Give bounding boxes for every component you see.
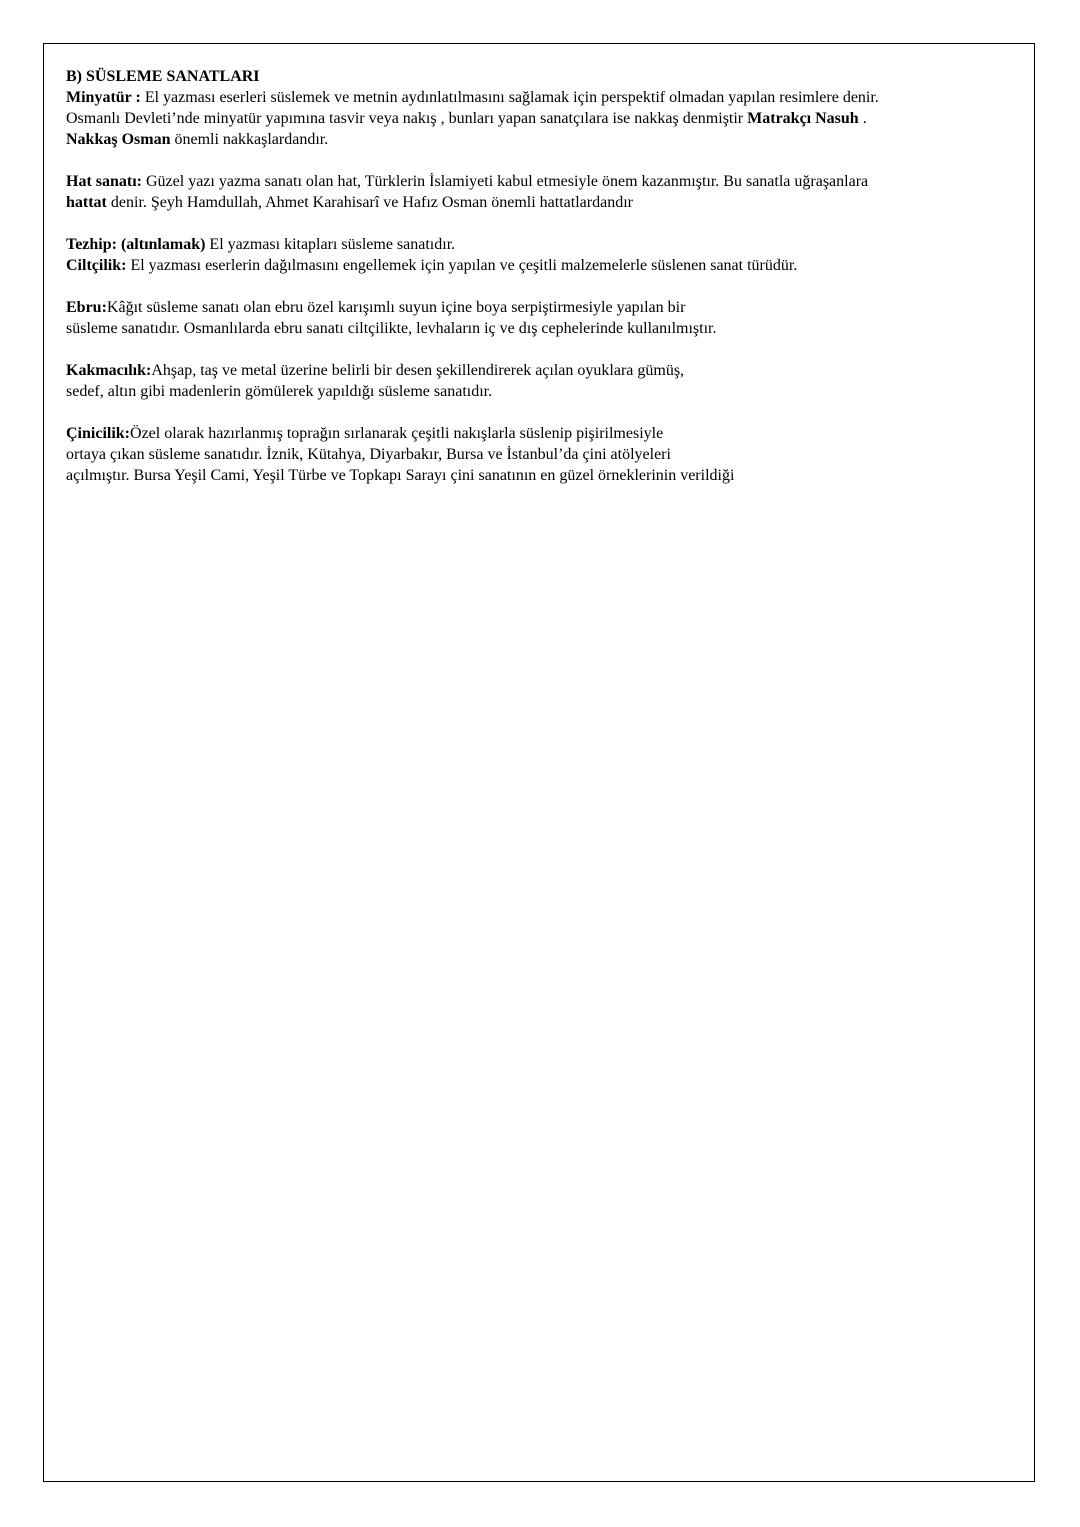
document-body (66, 66, 1016, 486)
term-cinicilik: Çinicilik: (66, 425, 131, 442)
term-kakmacilik: Kakmacılık: (66, 362, 152, 379)
term-tezhip: Tezhip: (altınlamak) (66, 236, 206, 253)
paragraph-tezhip: Tezhip: (altınlamak) El yazması kitapları süsleme sanatıdır. (66, 236, 456, 253)
paragraph-hat: Hat sanatı: Güzel yazı yazma sanatı olan hat, Türklerin İslamiyeti kabul etmesiyle önem kazanmıştır. Bu sanatla uğraşanlara hattat denir. Şeyh Hamdullah, Ahmet Karahisarî ve Hafız Osman önemli hattatlardandır (66, 173, 869, 211)
name-matrakci-nasuh: Matrakçı Nasuh (747, 110, 859, 127)
term-hattat: hattat (66, 194, 107, 211)
term-minyatur: Minyatür : (66, 89, 141, 106)
term-hat-sanati: Hat sanatı: (66, 173, 142, 190)
paragraph-ebru: Ebru:Kâğıt süsleme sanatı olan ebru özel karışımlı suyun içine boya serpiştirmesiyle yapılan bir süsleme sanatıdır. Osmanlılarda ebru sanatı ciltçilikte, levhaların iç ve dış cephelerinde kullanılmıştır. (66, 299, 717, 337)
paragraph-kakmacilik: Kakmacılık:Ahşap, taş ve metal üzerine belirli bir desen şekillendirerek açılan oyuklara gümüş, sedef, altın gibi madenlerin gömülerek yapıldığı süsleme sanatıdır. (66, 362, 685, 400)
term-ciltcilik: Ciltçilik: (66, 257, 127, 274)
term-ebru: Ebru: (66, 299, 107, 316)
paragraph-minyatur: Minyatür : El yazması eserleri süslemek ve metnin aydınlatılmasını sağlamak için perspektif olmadan yapılan resimlere denir. Osmanlı Devleti’nde minyatür yapımına tasvir veya nakış , bunları yapan sanatçılara ise nakkaş denmiştir Matrakçı Nasuh . Nakkaş Osman önemli nakkaşlardandır. (66, 89, 879, 148)
name-nakkas-osman: Nakkaş Osman (66, 131, 171, 148)
section-heading: B) SÜSLEME SANATLARI (66, 68, 260, 85)
paragraph-cinicilik: Çinicilik:Özel olarak hazırlanmış toprağın sırlanarak çeşitli nakışlarla süslenip pişirilmesiyle ortaya çıkan süsleme sanatıdır. İznik, Kütahya, Diyarbakır, Bursa ve İstanbul’da çini atölyeleri açılmıştır. Bursa Yeşil Cami, Yeşil Türbe ve Topkapı Sarayı çini sanatının en güzel örneklerinin verildiği (66, 425, 735, 484)
paragraph-ciltcilik: Ciltçilik: El yazması eserlerin dağılmasını engellemek için yapılan ve çeşitli malzemelerle süslenen sanat türüdür. (66, 257, 798, 274)
